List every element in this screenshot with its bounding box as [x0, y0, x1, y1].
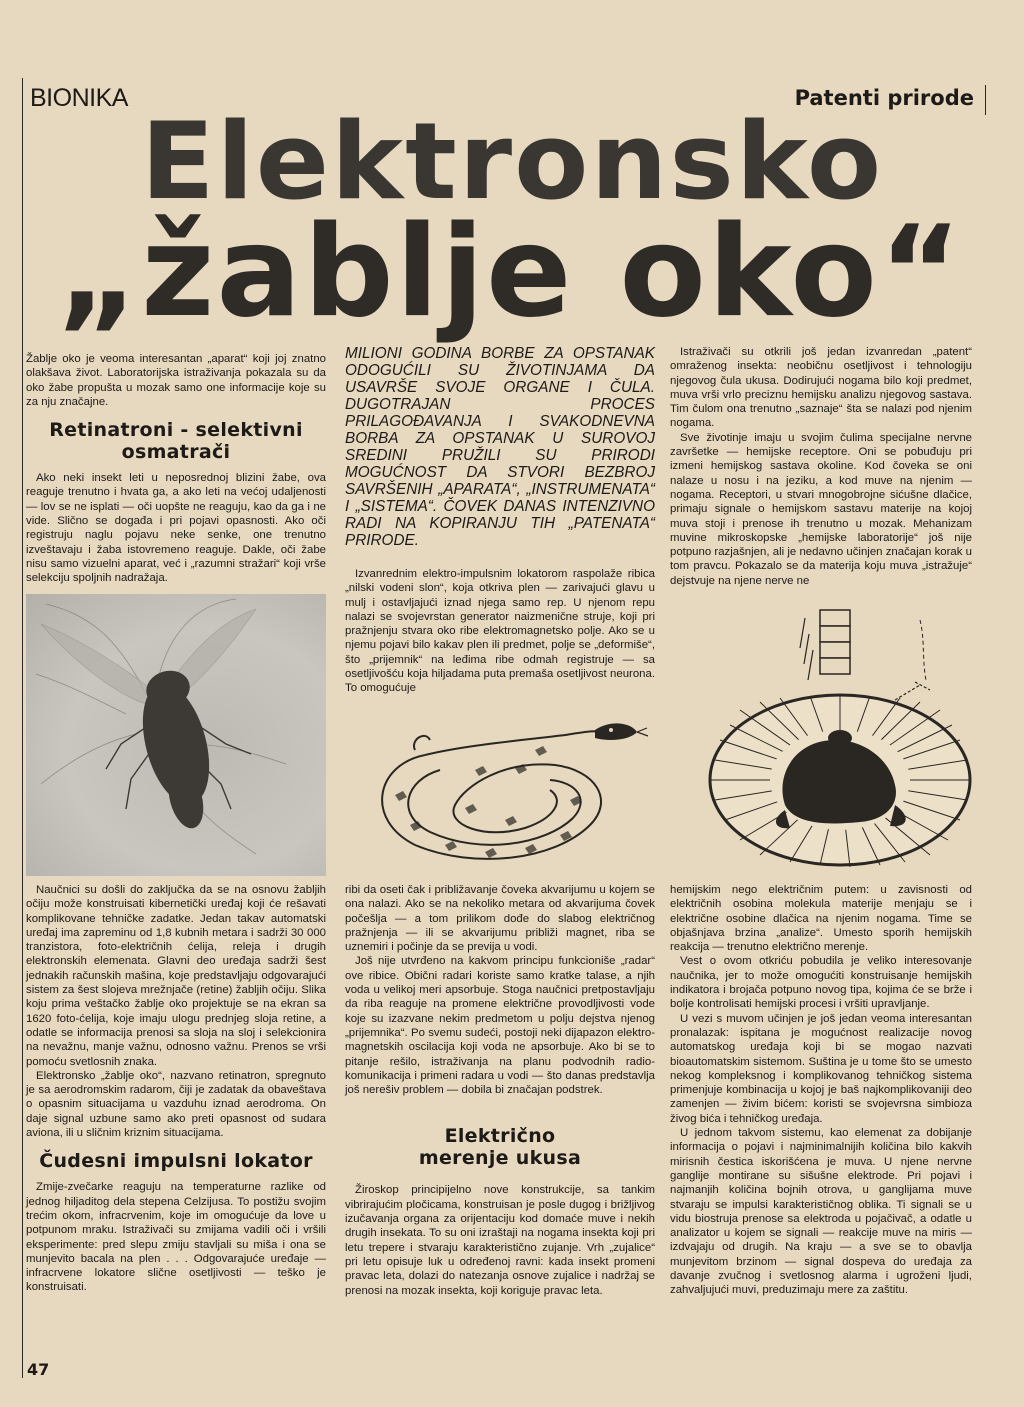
paragraph: hemijskim nego električnim putem: u zavisnosti od električnih osobina molekula materije menjaju se i električne osobine dlačica na njenim nogama. Time se objašnjava brzina „analize“. Umesto sporih hemijskih reakcija — trenutno električno merenje. — [670, 884, 972, 954]
column-1-top — [26, 352, 326, 586]
frog-illustration — [690, 600, 980, 870]
paragraph: ribi da oseti čak i približavanje čoveka akvarijumu u kojem se ona nalazi. Ako se na nekoliko metara od akvarijuma čovek počešlja — a tom prilikom dođe do slabog električnog pražnjenja — ili se akvarijumu približi magnet, riba se uznemiri i počinje da se previja u vodi. — [345, 884, 655, 954]
subhead-retinatroni: Retinatroni - selektivni osmatrači — [49, 419, 303, 464]
paragraph: Izvanrednim elektro-impulsnim lokatorom raspolaže ribica „nilski vodeni slon“, koja otkriva plen — zarivajući glavu u mulj i ostavljajući iznad njega samo rep. U njenom repu nalazi se svojevrstan generator naizmenične struje, koji pri pražnjenju stvara oko ribe elektromagnetsko polje. Ako se u njemu pojavi bilo kakav plen ili predmet, polje se „deformiše“, što „prijemnik“ na leđima ribe odmah registruje — sa osetljivošću koja hiljadama puta premaša osetljivost neurona. To omogućuje — [345, 568, 655, 695]
subhead-merenje-ukusa: Električno merenje ukusa — [418, 1125, 582, 1170]
paragraph: Zmije-zvečarke reaguju na temperaturne razlike od jednog hiljaditog dela stepena Celzijusa. To postižu svojim trećim okom, infracrvenim, koje im omogućuje da love u potpunom mraku. Istraživači su zmijama vadili oči i vršili eksperimente: pred slepu zmiju stavljali su miša i ona se munjevito bacala na plen . . . Odgovarajuće uređaje — infracrvene lokatore slične osetljivosti — teško je konstruisati. — [26, 1181, 326, 1294]
paragraph: Elektronsko „žablje oko“, nazvano retinatron, spregnuto je sa aerodromskim radarom, čiji je zadatak da obaveštava o opasnim situacijama u vazduhu iznad aerodroma. On daje signal uzbune samo ako preti opasnost od sudara aviona, ili u sličnim kriznim situacijama. — [26, 1069, 326, 1140]
paragraph: U vezi s muvom učinjen je još jedan veoma interesantan pronalazak: ispitana je mogućnost realizacije novog automatskog uređaja koji bi se mogao nazvati bioautomatskim sistemom. Suština je u tome što se umesto nekog kompleksnog i komplikovanog tehničkog sistema primenjuje kombinacija u kojoj je baš najkomplikovaniji deo zamenjen — živim bićem: koristi se svojevrsna simbioza živog bića i tehničkog uređaja. — [670, 1012, 972, 1125]
left-rule — [22, 78, 23, 1378]
paragraph: Još nije utvrđeno na kakvom principu funkcioniše „radar“ ove ribice. Obični radari koriste samo kratke talase, a njih voda u velikoj meri apsorbuje. Stoga naučnici pretpostavljaju da riba reaguje na promene električne provodljivosti vode koje su izazvane nekim predmetom u polju dejstva njenog „prijemnika“. Po svemu sudeći, postoji neki dijapazon elektro-magnetskih oscilacija koji voda ne apsorbuje. Ako bi se to pitanje rešilo, istraživanja na planu podvodnih radio-komunikacija i primeni radara u vodi — što danas predstavlja još nerešiv problem — dobila bi značajan podstrek. — [345, 955, 655, 1097]
snake-illustration — [355, 710, 655, 875]
column-2-top — [345, 345, 655, 696]
fly-photo — [26, 594, 326, 876]
paragraph: Žiroskop principijelno nove konstrukcije, sa tankim vibrirajućim pločicama, konstruisan je posle dugog i brižljivog izučavanja organa za orijentaciju kod domaće muve i nekih drugih insekata. To su oni izraštaji na nogama insekta koji pri letu trepere i stvaraju karakteristično zujanje. Vrh „zujalice“ pri letu opisuje luk u određenoj ravni: kada insekt promeni pravac leta, dolazi do natezanja osnove zujalice i nadržaj se prenosi na mozak insekta, koji koriguje pravac leta. — [345, 1184, 655, 1297]
headline-line-2: „žablje oko“ — [56, 198, 964, 345]
subhead-impulsni-lokator: Čudesni impulsni lokator — [39, 1150, 313, 1173]
headline-line-1: Elektronsko — [140, 100, 884, 223]
section-label: BIONIKA — [30, 84, 128, 112]
paragraph: U jednom takvom sistemu, kao elemenat za dobijanje informacija o pojavi i najminimalnijih količina bilo kakvih mirisnih čestica iskorišćena je muva. U njene nervne ganglije montirane su sišušne elektrode. Pri pojavi i najmanjih količina bojnih otrova, u ganglijama muve stvaraju se impulsi karakterističnog oblika. Ti signali se u vidu biostruja prenose sa elektroda u pojačivač, a odatle u analizator u kojem se signali — reakcije muve na miris — izdvajaju od drugih. Na kraju — a sve se to obavlja munjevitom brzinom — signal dospeva do uređaja za davanje zvučnog i svetlosnog alarma i ugroženi ljudi, zahvaljujući muvi, preduzimaju mere za zaštitu. — [670, 1127, 972, 1297]
column-1-bottom — [26, 883, 326, 1295]
intro-highlight: MILIONI GODINA BORBE ZA OPSTANAK ODOGUĆILI SU ŽIVOTINJAMA DA USAVRŠE SVOJE ORGANE I ČULA. DUGOTRAJAN PROCES PRILAGOĐAVANJA I SVAKODNEVNA BORBA ZA OPSTANAK U SUROVOJ SREDINI PRUŽILI SU PRIRODI MOGUĆNOST DA STVORI BEZBROJ SAVRŠENIH „APARATA“, „INSTRUMENATA“ I „SISTEMA“. ČOVEK DANAS INTENZIVNO RADI NA KOPIRANJU TIH „PATENATA“ PRIRODE. — [345, 345, 655, 549]
paragraph: Vest o ovom otkriću pobudila je veliko interesovanje naučnika, jer to može omogućiti konstruisanje hemijskih indikatora i brojača potpuno novog tipa, kojima će se brže i bolje kontrolisati hemijski procesi i vršiti upravljanje. — [670, 955, 972, 1011]
page-number: 47 — [27, 1360, 50, 1379]
column-2-bottom — [345, 883, 655, 1298]
paragraph: Ako neki insekt leti u neposrednoj blizini žabe, ova reaguje trenutno i hvata ga, a ako leti na većoj udaljenosti — lov se ne isplati — oči uopšte ne reaguju, kao da ga i ne vide. Slično se događa i pri pojavi opasnosti. Ako oči registruju naglu pojavu neke senke, one trenutno izveštavaju i žaba istovremeno reaguje. Dakle, oči žabe nisu samo vizuelni aparat, već i „razumni stražari“ koji vrše selekciju spoljnih nadražaja. — [26, 472, 326, 585]
paragraph: Naučnici su došli do zaključka da se na osnovu žabljih očiju može konstruisati kibernetički uređaj koji će rešavati komplikovane tehničke zadatke. Jedan takav automatski uređaj ima zapreminu od 1,8 kubnih metara i sadrži 30 000 tranzistora, foto-električnih ćelija, releja i drugih elektronskih elemenata. Glavni deo uređaja sadrži šest jednakih računskih mašina, koje predstavljaju odgovarajući sistem za šest slojeva mrežnjače (retine) žabljih očiju. Slika koju prima veštačko žablje oko projektuje se na ekran sa 1620 foto-ćelija, koje imaju ulogu prednjeg sloja retine, a odatle se informacija prenosi sa sloja na sloj i selekcionira na nevažnu, manje važnu, odnosno važnu. Prenos se vrši pomoću svetlosnih znaka. — [26, 884, 326, 1068]
paragraph: Istraživači su otkrili još jedan izvanredan „patent“ omraženog insekta: neobičnu osetljivost i tehnologiju njegovog čula ukusa. Dodirujući nogama bilo koji predmet, muva vrši vrlo preciznu hemijsku analizu njegovog sastava. Tim čulom ona trenutno „saznaje“ šta se nalazi pod njenim nogama. — [670, 346, 972, 430]
section-tag: Patenti prirode — [794, 86, 974, 110]
paragraph: Sve životinje imaju u svojim čulima specijalne nervne završetke — hemijske receptore. Oni se pobuđuju pri izmeni hemijskog sastava okoline. Kod čoveka se oni nalaze u nosu i na jeziku, a kod muve na njenim — nogama. Receptori, u stvari mnogobrojne sićušne dlačice, primaju signale o hemijskom sastavu materije na kojoj muva stoji i prenose ih trenutno u mozak. Mehanizam muvine mikroskopske „hemijske laboratorije“ još nije potpuno razjašnjen, ali je nedavno učinjen značajan korak u tom pravcu. Pokazalo se da materija koju muva „istražuje“ dejstvuje na njene nerve ne — [670, 431, 972, 587]
intro-paragraph: Žablje oko je veoma interesantan „aparat“ koji joj znatno olakšava život. Laboratorijska istraživanja pokazala su da oko žabe propušta u mozak samo one informacije koje su za nju značajne. — [26, 353, 326, 408]
column-3-bottom — [670, 883, 972, 1298]
column-3-top — [670, 345, 972, 588]
